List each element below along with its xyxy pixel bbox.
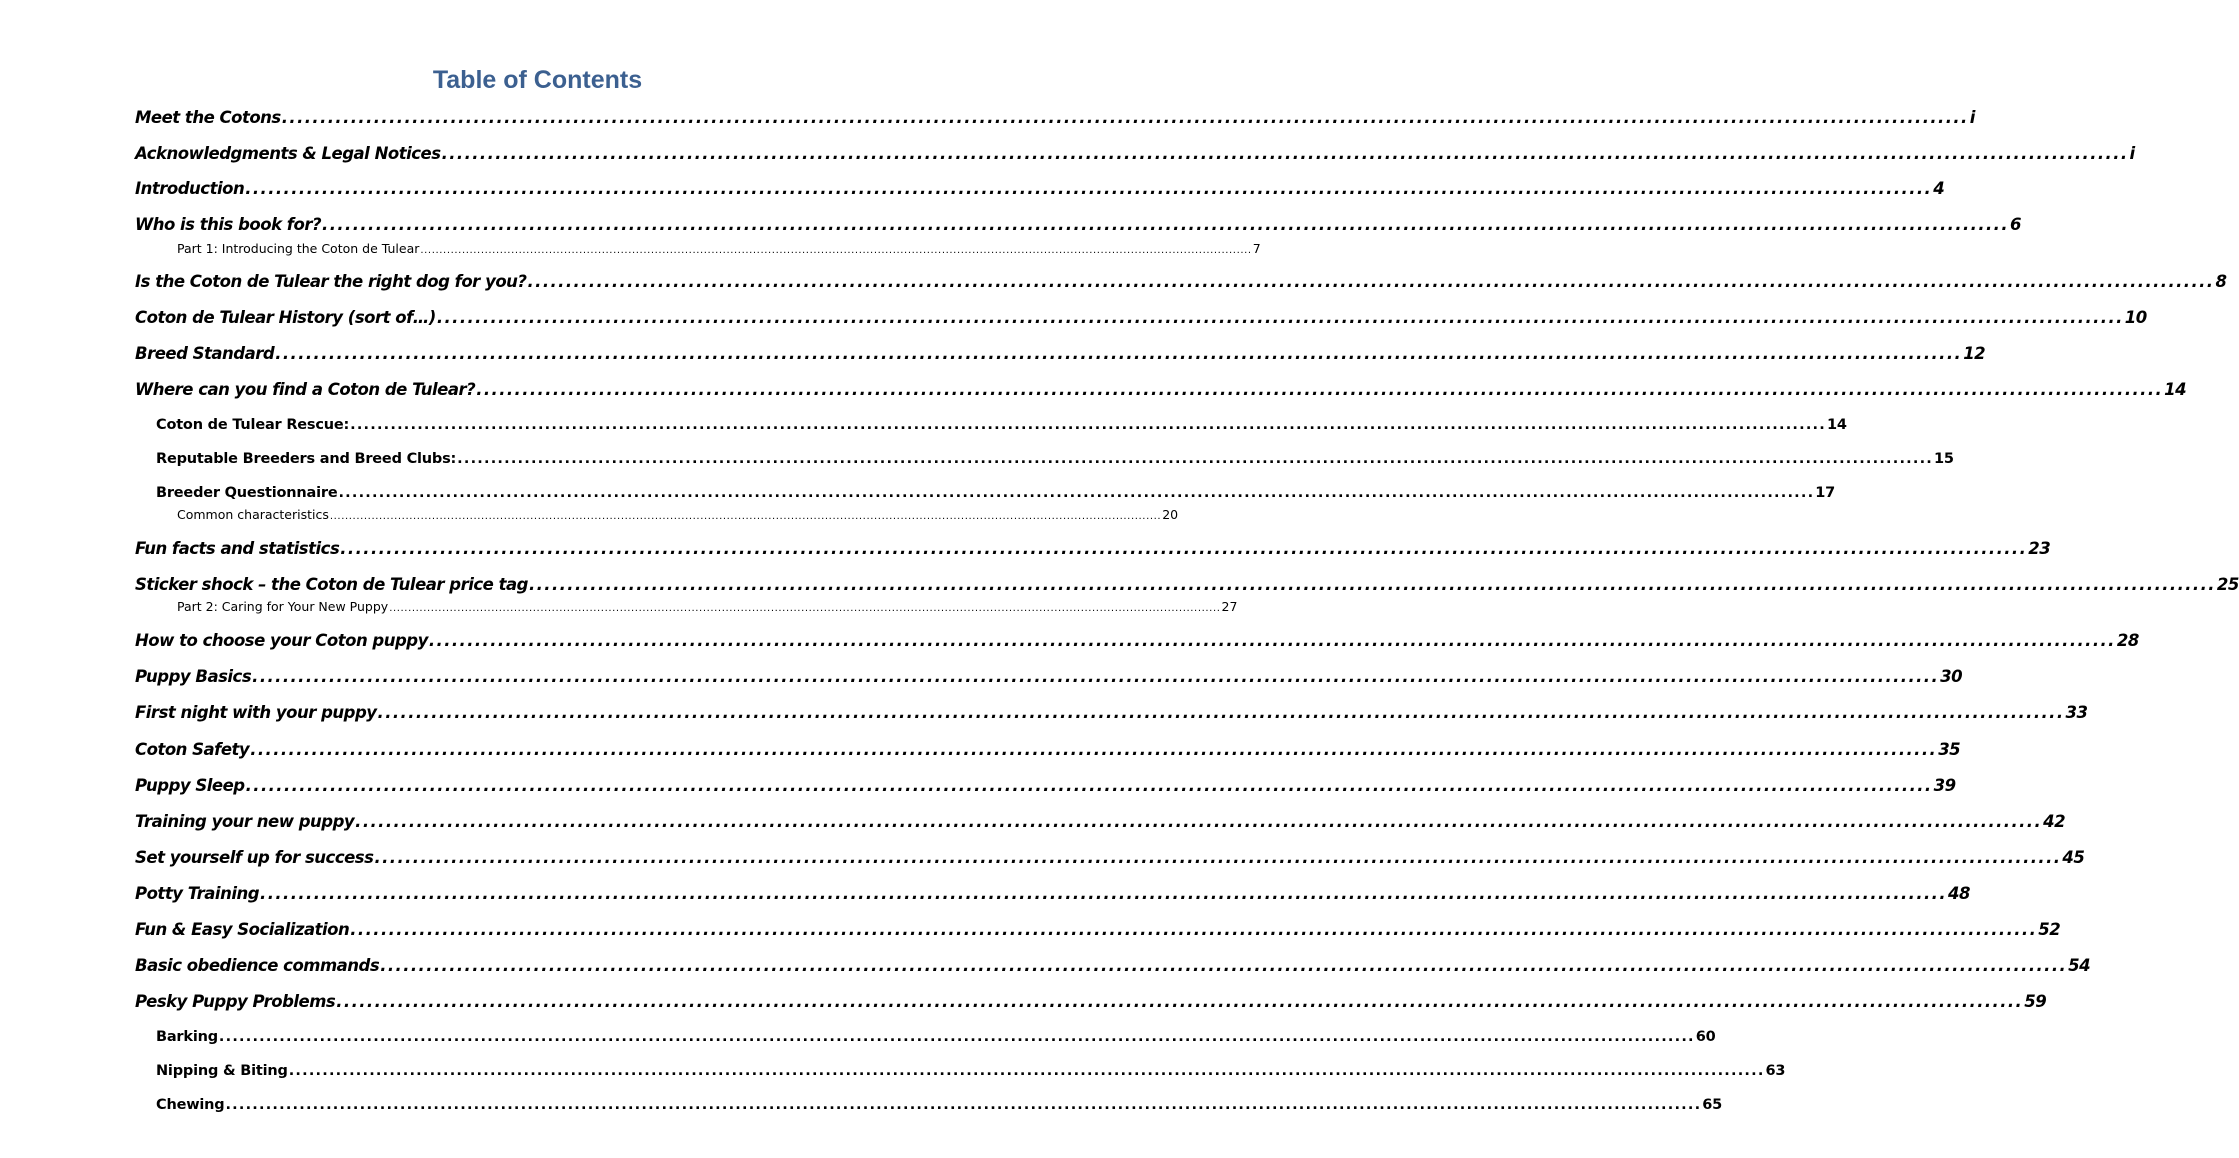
toc-title: Table of Contents bbox=[432, 66, 643, 94]
toc-entry-page: i bbox=[1969, 108, 1975, 127]
dot-leader: ............................................................................................................................................................................................................................ bbox=[527, 272, 2215, 291]
toc-entry-page: 15 bbox=[1933, 451, 1954, 467]
toc-entry-page: 30 bbox=[1940, 667, 1963, 686]
dot-leader: ............................................................................................................................................................................................................................ bbox=[436, 308, 2124, 327]
toc-entry-part-2[interactable] bbox=[177, 598, 1238, 618]
toc-entry-page: 45 bbox=[2062, 848, 2085, 867]
dot-leader: ............................................................................................................................................................................................................................ bbox=[218, 1029, 1695, 1045]
toc-entry-label: Coton de Tulear Rescue: bbox=[156, 417, 350, 433]
toc-entry-first-night[interactable] bbox=[135, 701, 2088, 725]
toc-entry-rescue[interactable] bbox=[156, 413, 1847, 437]
toc-entry-page: 6 bbox=[2010, 215, 2021, 234]
toc-entry-page: 10 bbox=[2124, 308, 2147, 327]
toc-entry-page: 14 bbox=[1826, 417, 1847, 433]
toc-entry-label: Pesky Puppy Problems bbox=[135, 992, 336, 1011]
toc-entry-page: 25 bbox=[2216, 575, 2239, 594]
toc-entry-breeders-clubs[interactable] bbox=[156, 447, 1954, 471]
toc-entry-label: Reputable Breeders and Breed Clubs: bbox=[156, 451, 457, 467]
toc-entry-label: Puppy Sleep bbox=[135, 776, 245, 795]
toc-entry-page: 28 bbox=[2116, 631, 2139, 650]
toc-entry-page: 7 bbox=[1252, 241, 1261, 256]
toc-entry-part-1[interactable] bbox=[177, 240, 1261, 260]
toc-entry-label: Is the Coton de Tulear the right dog for you? bbox=[135, 272, 527, 291]
dot-leader: ............................................................................................................................................................................................................................ bbox=[245, 776, 1933, 795]
toc-entry-fun-facts[interactable] bbox=[135, 537, 2051, 561]
toc-entry-label: Part 2: Caring for Your New Puppy bbox=[177, 599, 389, 614]
toc-entry-page: 60 bbox=[1695, 1029, 1716, 1045]
toc-entry-sticker-shock[interactable] bbox=[135, 573, 2239, 597]
dot-leader: ............................................................................................................................................................................................................................ bbox=[389, 603, 1221, 614]
toc-entry-page: 52 bbox=[2038, 920, 2061, 939]
toc-entry-pesky-problems[interactable] bbox=[135, 990, 2047, 1014]
toc-entry-page: 8 bbox=[2215, 272, 2227, 291]
toc-entry-label: First night with your puppy bbox=[135, 703, 377, 722]
toc-entry-chewing[interactable] bbox=[156, 1093, 1723, 1117]
toc-entry-page: 63 bbox=[1765, 1063, 1786, 1079]
toc-entry-meet-the-cotons[interactable] bbox=[135, 106, 1975, 130]
toc-entry-label: Barking bbox=[156, 1029, 218, 1045]
toc-entry-label: Who is this book for? bbox=[135, 215, 322, 234]
toc-entry-socialization[interactable] bbox=[135, 918, 2061, 942]
toc-entry-label: Fun & Easy Socialization bbox=[135, 920, 350, 939]
dot-leader: ............................................................................................................................................................................................................................ bbox=[275, 344, 1963, 363]
toc-entry-label: Breeder Questionnaire bbox=[156, 485, 338, 501]
toc-entry-choose-puppy[interactable] bbox=[135, 629, 2139, 653]
toc-entry-page: 59 bbox=[2024, 992, 2047, 1011]
toc-entry-page: 4 bbox=[1933, 179, 1945, 198]
dot-leader: ............................................................................................................................................................................................................................ bbox=[428, 631, 2116, 650]
dot-leader: ............................................................................................................................................................................................................................ bbox=[252, 667, 1940, 686]
toc-entry-potty-training[interactable] bbox=[135, 882, 1970, 906]
toc-entry-right-dog-for-you[interactable] bbox=[135, 270, 2227, 294]
dot-leader: ............................................................................................................................................................................................................................ bbox=[250, 740, 1938, 759]
toc-entry-label: Basic obedience commands bbox=[135, 956, 380, 975]
toc-entry-page: 17 bbox=[1815, 485, 1836, 501]
dot-leader: ............................................................................................................................................................................................................................ bbox=[322, 215, 2010, 234]
toc-entry-label: Coton Safety bbox=[135, 740, 250, 759]
toc-entry-page: 35 bbox=[1938, 740, 1961, 759]
toc-entry-label: Breed Standard bbox=[135, 344, 275, 363]
toc-entry-page: 12 bbox=[1963, 344, 1986, 363]
dot-leader: ............................................................................................................................................................................................................................ bbox=[338, 485, 1815, 501]
toc-entry-page: 27 bbox=[1221, 599, 1238, 614]
toc-entry-acknowledgments[interactable] bbox=[135, 142, 2135, 166]
toc-entry-introduction[interactable] bbox=[135, 177, 1945, 201]
toc-entry-obedience[interactable] bbox=[135, 954, 2091, 978]
dot-leader: ............................................................................................................................................................................................................................ bbox=[441, 144, 2129, 163]
toc-entry-where-to-find[interactable] bbox=[135, 378, 2187, 402]
dot-leader: ............................................................................................................................................................................................................................ bbox=[281, 108, 1969, 127]
toc-entry-label: Part 1: Introducing the Coton de Tulear bbox=[177, 241, 420, 256]
dot-leader: ............................................................................................................................................................................................................................ bbox=[380, 956, 2068, 975]
toc-entry-label: Common characteristics bbox=[177, 507, 329, 522]
toc-entry-page: 20 bbox=[1162, 507, 1179, 522]
toc-entry-nipping-biting[interactable] bbox=[156, 1059, 1786, 1083]
toc-entry-puppy-sleep[interactable] bbox=[135, 774, 1956, 798]
toc-entry-label: Where can you find a Coton de Tulear? bbox=[135, 380, 476, 399]
toc-entry-label: Coton de Tulear History (sort of…) bbox=[135, 308, 436, 327]
dot-leader: ............................................................................................................................................................................................................................ bbox=[374, 848, 2062, 867]
toc-entry-page: 54 bbox=[2068, 956, 2091, 975]
toc-entry-page: 48 bbox=[1948, 884, 1970, 903]
dot-leader: ............................................................................................................................................................................................................................ bbox=[350, 417, 1826, 433]
toc-entry-barking[interactable] bbox=[156, 1025, 1716, 1049]
toc-entry-coton-safety[interactable] bbox=[135, 738, 1961, 762]
dot-leader: ............................................................................................................................................................................................................................ bbox=[336, 992, 2024, 1011]
toc-entry-label: Potty Training bbox=[135, 884, 260, 903]
toc-entry-label: Chewing bbox=[156, 1097, 225, 1113]
toc-entry-page: 14 bbox=[2164, 380, 2187, 399]
toc-entry-page: 42 bbox=[2043, 812, 2066, 831]
toc-entry-label: Training your new puppy bbox=[135, 812, 355, 831]
toc-entry-success[interactable] bbox=[135, 846, 2085, 870]
dot-leader: ............................................................................................................................................................................................................................ bbox=[245, 179, 1933, 198]
toc-entry-who-is-this-book-for[interactable] bbox=[135, 213, 2021, 237]
toc-entry-history[interactable] bbox=[135, 306, 2147, 330]
toc-entry-page: i bbox=[2129, 144, 2135, 163]
toc-entry-label: Meet the Cotons bbox=[135, 108, 281, 127]
toc-entry-page: 65 bbox=[1702, 1097, 1723, 1113]
toc-entry-puppy-basics[interactable] bbox=[135, 665, 1963, 689]
dot-leader: ............................................................................................................................................................................................................................ bbox=[377, 703, 2065, 722]
toc-entry-label: Introduction bbox=[135, 179, 245, 198]
dot-leader: ............................................................................................................................................................................................................................ bbox=[476, 380, 2164, 399]
toc-entry-label: Fun facts and statistics bbox=[135, 539, 340, 558]
dot-leader: ............................................................................................................................................................................................................................ bbox=[340, 539, 2028, 558]
dot-leader: ............................................................................................................................................................................................................................ bbox=[329, 511, 1162, 522]
toc-entry-label: Acknowledgments & Legal Notices bbox=[135, 144, 441, 163]
toc-entry-page: 23 bbox=[2028, 539, 2051, 558]
dot-leader: ............................................................................................................................................................................................................................ bbox=[350, 920, 2038, 939]
toc-entry-label: Nipping & Biting bbox=[156, 1063, 288, 1079]
toc-entry-label: Set yourself up for success bbox=[135, 848, 374, 867]
toc-entry-breed-standard[interactable] bbox=[135, 342, 1986, 366]
dot-leader: ............................................................................................................................................................................................................................ bbox=[355, 812, 2043, 831]
toc-entry-label: Puppy Basics bbox=[135, 667, 252, 686]
dot-leader: ............................................................................................................................................................................................................................ bbox=[288, 1063, 1765, 1079]
toc-entry-label: How to choose your Coton puppy bbox=[135, 631, 428, 650]
dot-leader: ............................................................................................................................................................................................................................ bbox=[225, 1097, 1702, 1113]
dot-leader: ............................................................................................................................................................................................................................ bbox=[528, 575, 2216, 594]
dot-leader: ............................................................................................................................................................................................................................ bbox=[420, 245, 1252, 256]
dot-leader: ............................................................................................................................................................................................................................ bbox=[457, 451, 1933, 467]
toc-entry-common-characteristics[interactable] bbox=[177, 506, 1179, 526]
toc-entry-page: 33 bbox=[2065, 703, 2088, 722]
toc-entry-page: 39 bbox=[1933, 776, 1956, 795]
toc-entry-label: Sticker shock – the Coton de Tulear price tag bbox=[135, 575, 528, 594]
dot-leader: ............................................................................................................................................................................................................................ bbox=[260, 884, 1948, 903]
toc-entry-breeder-questionnaire[interactable] bbox=[156, 481, 1836, 505]
toc-entry-training[interactable] bbox=[135, 810, 2066, 834]
